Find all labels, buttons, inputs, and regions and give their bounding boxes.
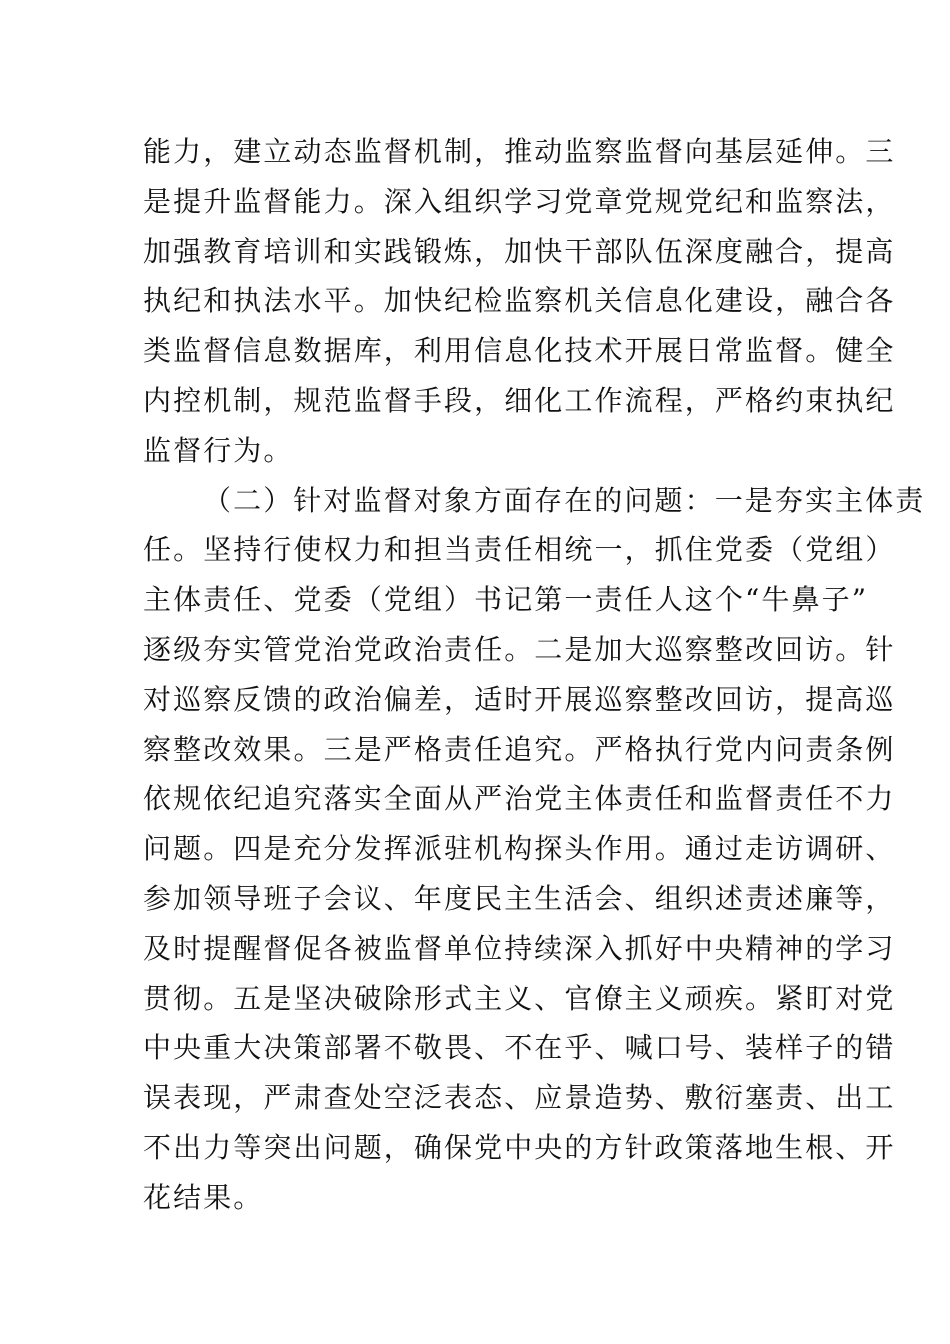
text-line: 对巡察反馈的政治偏差，适时开展巡察整改回访，提高巡 — [143, 682, 896, 716]
text-line: 参加领导班子会议、年度民主生活会、组织述责述廉等， — [143, 881, 896, 915]
text-line: 误表现，严肃查处空泛表态、应景造势、敷衍塞责、出工 — [143, 1081, 896, 1115]
text-line: 监督行为。 — [143, 433, 294, 467]
document-page — [143, 127, 926, 1223]
text-line: 主体责任、党委（党组）书记第一责任人这个“牛鼻子” — [143, 583, 869, 617]
text-line: 花结果。 — [143, 1180, 264, 1214]
text-line: 中央重大决策部署不敬畏、不在乎、喊口号、装样子的错 — [143, 1031, 896, 1065]
text-line: 加强教育培训和实践锻炼，加快干部队伍深度融合，提高 — [143, 234, 896, 268]
text-line: 类监督信息数据库，利用信息化技术开展日常监督。健全 — [143, 334, 896, 368]
text-line: 贯彻。五是坚决破除形式主义、官僚主义顽疾。紧盯对党 — [143, 981, 896, 1015]
text-line: 不出力等突出问题，确保党中央的方针政策落地生根、开 — [143, 1130, 896, 1164]
paragraph-2 — [143, 476, 926, 1223]
text-line: 内控机制，规范监督手段，细化工作流程，严格约束执纪 — [143, 383, 896, 417]
text-line: 执纪和执法水平。加快纪检监察机关信息化建设，融合各 — [143, 284, 896, 318]
text-line: 依规依纪追究落实全面从严治党主体责任和监督责任不力 — [143, 782, 896, 816]
text-line: 及时提醒督促各被监督单位持续深入抓好中央精神的学习 — [143, 931, 896, 965]
text-line: 问题。四是充分发挥派驻机构探头作用。通过走访调研、 — [143, 832, 896, 866]
text-line: 察整改效果。三是严格责任追究。严格执行党内问责条例 — [143, 732, 896, 766]
text-line: 是提升监督能力。深入组织学习党章党规党纪和监察法， — [143, 184, 896, 218]
text-line: 逐级夯实管党治党政治责任。二是加大巡察整改回访。针 — [143, 632, 896, 666]
text-line: 任。坚持行使权力和担当责任相统一，抓住党委（党组） — [143, 533, 896, 567]
text-line: 能力，建立动态监督机制，推动监察监督向基层延伸。三 — [143, 135, 896, 168]
paragraph-1 — [143, 127, 896, 476]
text-line: （二）针对监督对象方面存在的问题：一是夯实主体责 — [203, 483, 926, 517]
